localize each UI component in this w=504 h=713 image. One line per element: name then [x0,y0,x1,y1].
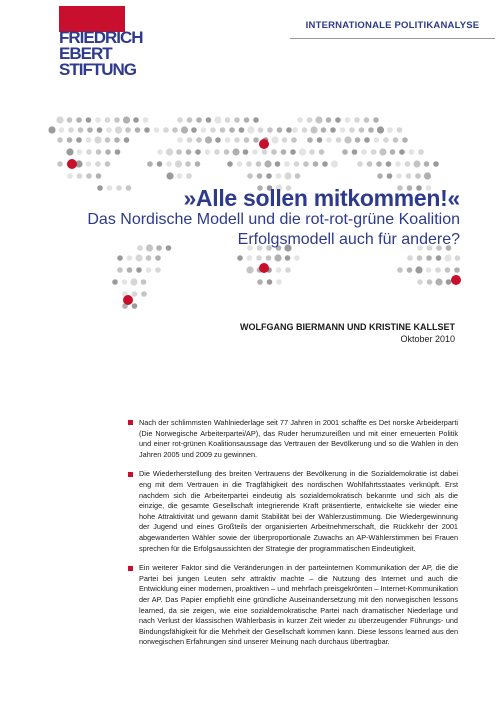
series-label: INTERNATIONALE POLITIKANALYSE [305,20,480,31]
map-dot [247,255,253,261]
map-dot [319,149,325,155]
map-dot [181,126,188,133]
map-dot [444,254,451,261]
map-dot [97,127,103,133]
logo-line-2: EBERT [59,44,112,63]
fes-logo [59,30,159,78]
map-dot [407,267,413,273]
map-dot [247,173,253,179]
map-dot [86,161,92,167]
authors: WOLFGANG BIERMANN UND KRISTINE KALLSET [240,322,455,332]
logo-line-1: FRIEDRICH [59,28,143,47]
map-dot [377,173,383,179]
map-dot [166,161,172,167]
map-dot [105,149,111,155]
map-dot [157,149,163,155]
map-dot [86,137,92,143]
map-dot [115,126,122,133]
page-title: »Alle sollen mitkommen!« [183,185,460,211]
map-dot [243,149,249,155]
map-dot [237,255,243,261]
map-dot [95,161,101,167]
map-dot [271,136,278,143]
map-dot [286,127,292,133]
map-dot [446,279,452,285]
map-dot [253,137,259,143]
map-dot [177,137,183,143]
publication-date: Oktober 2010 [400,334,455,344]
map-dot [136,267,142,273]
map-dot [364,137,370,143]
map-dot [374,137,380,143]
map-dot [285,267,291,273]
map-dot [125,127,131,133]
map-dot [86,117,92,123]
map-dot [435,278,442,285]
map-dot [307,137,313,143]
map-dot [187,137,193,143]
map-dot [177,173,183,179]
map-dot [147,161,153,167]
map-dot [396,173,402,179]
map-dot [210,127,216,133]
map-dot [266,173,272,179]
map-dot [256,255,262,261]
map-dot [317,137,323,143]
map-dot [234,137,240,143]
map-dot [386,161,392,167]
map-dot [244,117,250,123]
map-dot [215,137,221,143]
map-dot-highlight [67,159,77,169]
map-dot [377,126,384,133]
bullet-marker-icon [128,420,133,425]
map-dot [201,127,207,133]
map-dot [195,149,201,155]
page-subtitle [40,210,460,250]
map-dot [117,267,123,273]
map-dot [399,149,405,155]
map-dot [122,279,128,285]
map-dot [257,279,263,285]
map-dot [76,137,82,143]
map-dot [176,149,182,155]
map-dot [252,149,258,155]
map-dot [191,127,197,133]
map-dot [342,149,348,155]
map-dot [258,127,264,133]
map-dot [424,172,431,179]
map-dot [124,137,130,143]
map-dot [331,160,338,167]
bullet-text: Ein weiterer Faktor sind die Veränderungen in der parteiinternen Kommunikation der AP, die die Partei bei jungen Leuten sehr attraktiv machte – die Nutzung des Internet und auch die Entwicklung einer modernen, proaktiven – und mehrfach preisgekrönten – Internet-Kommunikation der AP. Das Papier empfiehlt eine gründliche Auseinandersetzung mit den norwegischen lessons learned, da sie zeigen, wie eine sozialdemokratische Partei nach dramatischer Niederlage und nach Verlust der klassischen Wählerbasis in kurzer Zeit wieder zu überzeugender Führungs- und Bindungsfähigkeit für die Mehrheit der Gesellschaft kommen kann. Diese lessons learned aus den norwegischen Erfahrungen sind unserer Meinung nach durchaus übertragbar. [139,563,458,647]
map-dot [326,137,332,143]
map-dot [141,279,147,285]
map-dot [294,255,300,261]
map-dot [402,137,408,143]
map-dot [424,161,430,167]
map-dot [417,279,423,285]
map-dot [177,117,183,123]
map-dot [294,161,300,167]
map-dot [155,267,161,273]
map-dot [68,127,74,133]
map-dot [185,161,191,167]
map-dot [284,172,291,179]
map-dot [262,149,268,155]
map-dot [276,267,282,273]
map-dot [257,173,263,179]
map-dot [276,173,282,179]
map-dot-highlight [451,275,461,285]
map-dot [418,149,424,155]
map-dot [57,161,63,167]
map-dot [225,137,231,143]
map-dot [383,137,389,143]
map-dot [379,148,386,155]
map-dot [66,148,73,155]
bullet-text: Nach der schlimmsten Wahlniederlage seit 77 Jahren in 2001 schaffte es Det norske Arbeiderparti (Die Norwegische Arbeiterpartei/AP), das Ruder herumzureißen und mit einer erneuerten Politik und einer rot-grünen Koalitionsaussage das Vertrauen der Bevölkerung und so die Wahlen in den Jahren 2005 und 2009 zu gewinnen. [139,418,458,459]
map-dot [367,161,373,167]
summary-bullets [128,418,458,657]
map-dot [309,149,315,155]
map-dot [407,255,413,261]
map-dot [163,127,169,133]
map-dot [264,160,271,167]
map-dot [214,149,220,155]
map-dot [282,137,288,143]
map-dot [393,137,399,143]
map-dot-highlight [259,139,269,149]
map-dot [114,117,120,123]
map-dot [426,267,432,273]
map-dot [205,149,211,155]
map-dot [313,161,319,167]
map-dot [256,161,262,167]
map-dot [172,127,178,133]
map-dot [285,255,291,261]
map-dot [445,267,451,273]
map-dot [186,149,192,155]
map-dot [376,161,382,167]
map-dot [276,279,282,285]
map-dot [127,255,133,261]
map-dot [166,172,173,179]
map-dot [114,137,120,143]
summary-bullet [128,469,458,554]
map-dot [132,291,138,297]
map-dot [146,255,152,261]
map-dot [59,127,65,133]
map-dot [295,173,301,179]
map-dot [56,116,63,123]
map-dot [267,279,273,285]
map-dot [336,137,342,143]
map-dot [454,267,460,273]
map-dot [274,254,281,261]
map-dot [415,173,421,179]
map-dot [48,126,55,133]
map-dot [387,127,393,133]
map-dot [143,117,149,123]
map-dot [67,173,73,179]
map-dot [77,173,83,179]
map-dot [315,116,322,123]
map-dot [390,149,396,155]
map-dot [330,127,336,133]
map-dot [195,161,201,167]
map-dot [244,137,250,143]
map-dot [206,117,212,123]
map-dot [234,117,240,123]
map-dot [455,255,461,261]
map-dot [229,127,235,133]
map-dot [253,117,259,123]
map-dot [357,161,363,167]
map-dot [117,255,123,261]
map-dot [105,161,111,167]
series-divider [290,38,495,39]
map-dot [307,117,313,123]
map-dot [127,267,133,273]
map-dot [433,161,439,167]
map-dot [237,161,243,167]
map-dot [76,117,82,123]
map-dot [335,117,341,123]
map-dot [57,137,63,143]
map-dot-highlight [259,263,269,273]
map-dot [361,149,367,155]
map-dot [275,161,281,167]
map-dot [227,161,233,167]
map-dot [426,255,432,261]
map-dot [78,127,84,133]
summary-bullet [128,563,458,648]
map-dot [302,127,308,133]
bullet-text: Die Wiederherstellung des breiten Vertrauens der Bevölkerung in die Sozialdemokratie ist dabei eng mit dem Vertrauen in die Tragfähigkeit des nordischen Wohlfahrtsstaates verknüpft. Erst nachdem sich die Arbeiterpartei eindeutig als sozialdemokratisch bekannte und sich als die einzige, die gesamte Gesellschaft integrierende Kraft präsentierte, entwickelte sie wieder eine hohe Attraktivität und gewann damit Stabilität bei der Wählerzustimmung. Die Wiedergewinnung der Jugend und eines Großteils der organisierten Arbeitnehmerschaft, die Rückkehr der 2001 abgewanderten Wähler sowie der überproportionale Zuwachs an AP-Wählerstimmen bei Frauen sprechen für die Erfolgsaussichten der Strategie der programmatischen Eindeutigkeit. [139,469,458,553]
map-dot [135,127,141,133]
map-dot [349,127,355,133]
map-dot [436,255,442,261]
map-dot [105,117,111,123]
map-dot [132,303,138,309]
map-dot [406,173,412,179]
summary-bullet [128,418,458,460]
map-dot [397,127,403,133]
map-dot [297,117,303,123]
map-dot [196,137,202,143]
map-dot [166,148,173,155]
map-dot [310,126,317,133]
logo-line-3: STIFTUNG [59,60,136,79]
bullet-marker-icon [128,472,133,477]
map-dot [427,279,433,285]
map-dot [397,267,403,273]
map-dot [205,136,212,143]
map-dot [291,137,297,143]
map-dot [246,266,253,273]
map-dot [271,149,277,155]
map-dot [345,117,351,123]
map-dot [246,161,252,167]
map-dot [115,149,121,155]
map-dot [232,148,239,155]
map-dot [299,148,306,155]
map-dot [225,117,231,123]
map-dot [146,267,152,273]
subtitle-line-2: Erfolgsmodell auch für andere? [237,231,460,248]
map-dot [284,161,290,167]
map-dot [340,127,346,133]
map-dot [359,127,365,133]
map-dot [354,117,360,123]
map-dot [344,136,351,143]
map-dot [224,149,230,155]
map-dot [141,291,147,297]
map-dot [86,149,92,155]
map-dot [96,149,102,155]
bullet-marker-icon [128,566,133,571]
map-dot [435,267,441,273]
map-dot [196,117,202,123]
map-dot [292,127,298,133]
map-dot [86,173,92,179]
map-dot [175,160,182,167]
map-dot [94,136,101,143]
map-dot [395,161,401,167]
map-dot [290,149,296,155]
map-dot [67,117,73,123]
map-dot [355,137,361,143]
map-dot [239,127,245,133]
map-dot [281,149,287,155]
map-dot [186,173,192,179]
map-dot [214,116,221,123]
map-dot [247,126,254,133]
map-dot [187,117,193,123]
map-dot [220,127,226,133]
map-dot [277,127,283,133]
subtitle-line-1: Das Nordische Modell und die rot-rot-grüne Koalition [87,211,460,228]
map-dot [112,279,118,285]
map-dot [409,149,415,155]
map-dot [371,149,377,155]
map-dot [267,127,273,133]
map-dot [144,127,150,133]
map-dot [87,127,93,133]
map-dot [106,127,112,133]
map-dot-highlight [123,295,133,305]
map-dot [387,173,393,179]
map-dot [105,137,111,143]
map-dot [417,255,423,261]
map-dot [326,117,332,123]
map-dot [373,117,379,123]
map-dot [415,266,422,273]
map-dot [154,127,160,133]
map-dot [321,127,327,133]
map-dot [96,173,102,179]
map-dot [352,149,358,155]
map-dot [133,117,139,123]
map-dot [95,117,101,123]
map-dot [266,255,272,261]
map-dot [123,116,130,123]
map-dot [130,278,137,285]
map-dot [413,160,420,167]
map-dot [77,149,83,155]
map-dot [322,161,328,167]
map-dot [155,255,161,261]
map-dot [405,161,411,167]
map-dot [157,161,163,167]
map-dot [364,117,370,123]
map-dot [303,161,309,167]
map-dot [368,127,374,133]
map-dot [135,254,142,261]
map-dot [67,137,73,143]
